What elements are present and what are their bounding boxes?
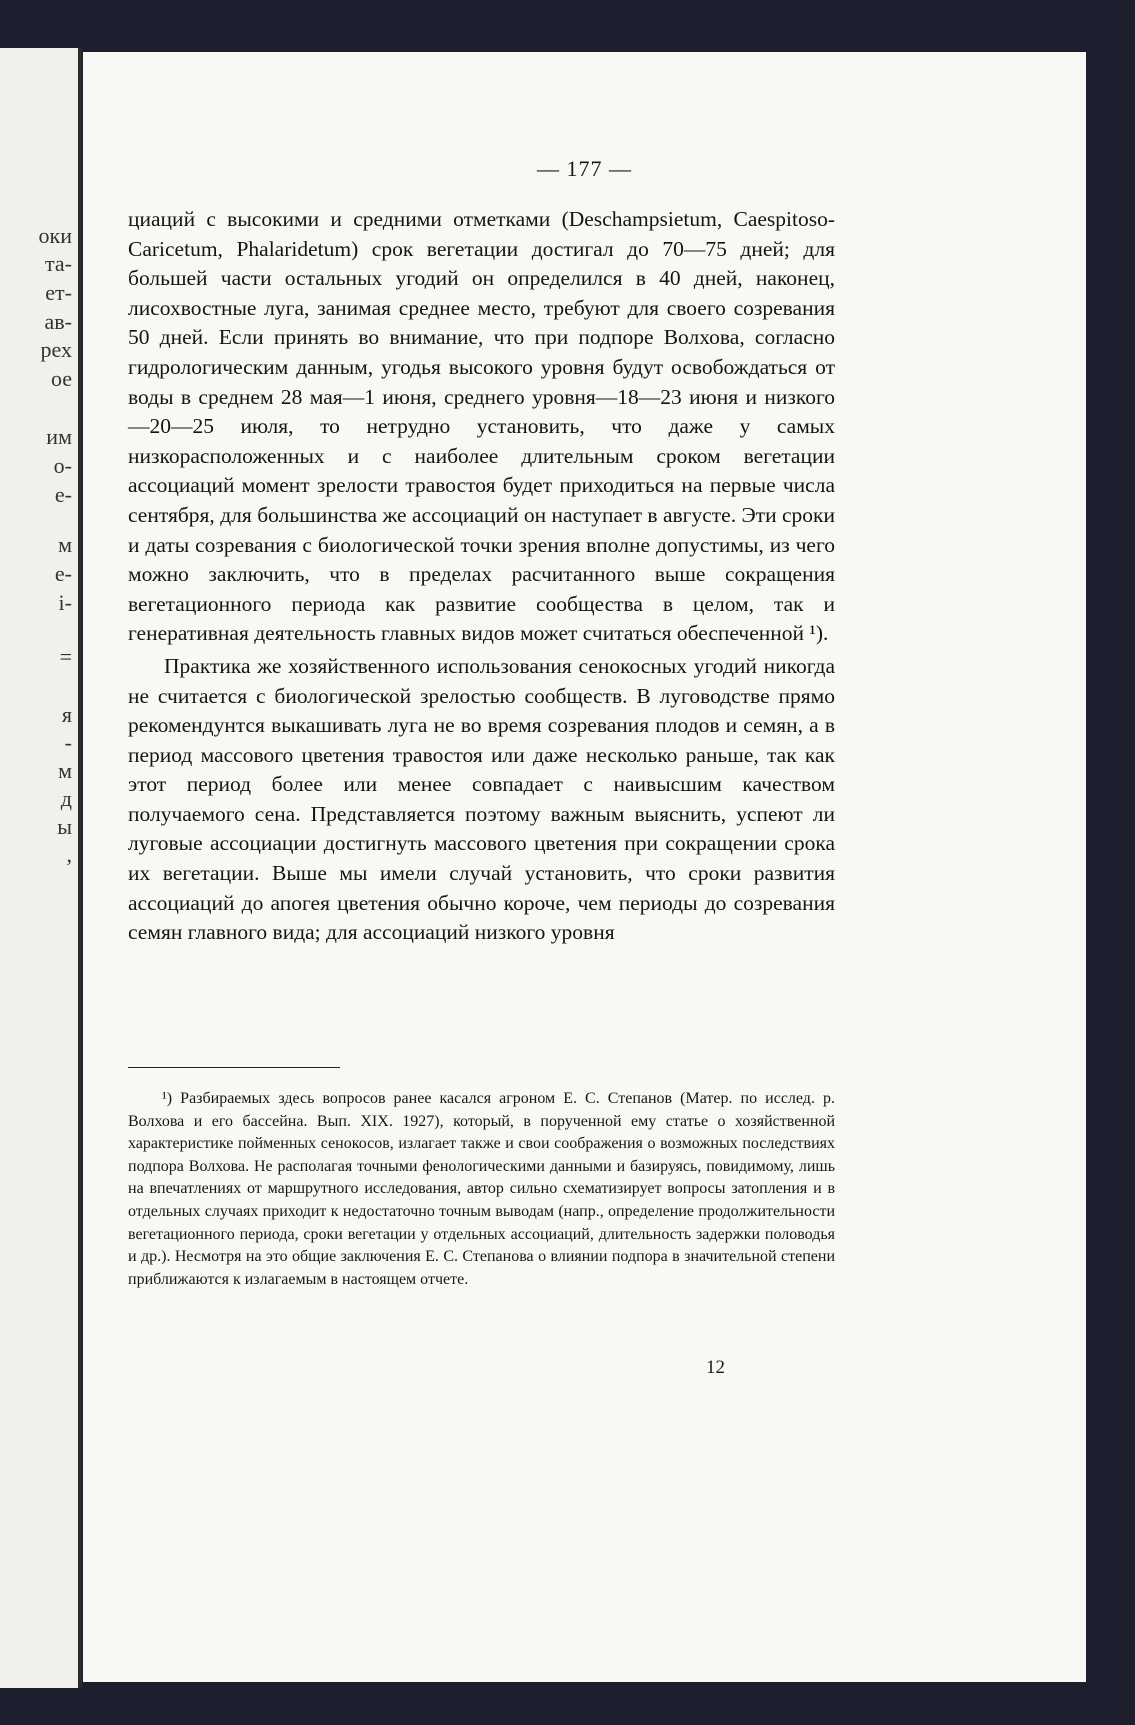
signature-mark: 12	[706, 1357, 725, 1378]
left-page-line: м	[58, 758, 72, 783]
left-page-line: о-	[53, 453, 72, 478]
left-page-line: е-	[54, 482, 72, 507]
left-page-line: та-	[45, 251, 72, 276]
left-page-line: м	[58, 532, 72, 557]
left-page-line: е-	[54, 561, 72, 586]
page-number: — 177 —	[537, 156, 632, 181]
book-page	[83, 52, 1086, 1682]
left-page-line: ет-	[45, 280, 72, 305]
left-page-line: рех	[40, 337, 72, 362]
left-page-line: -	[64, 730, 72, 755]
left-page-line: ы	[57, 814, 72, 839]
left-page-fragment	[0, 48, 82, 1688]
paragraph: циаций с высокими и средними отметками (Deschampsietum, Caespitoso-Caricetum, Phalaridetum) срок вегетации достигал до 70—75 дней; для большей части остальных угодий он определился в 40 дней, наконец, лисохвостные луга, занимая среднее место, требуют для своего созревания 50 дней. Если принять во внимание, что при подпоре Волхова, согласно гидрологическим данным, угодья высокого уровня будут освобождаться от воды в среднем 28 мая—1 июня, среднего уровня—18—23 июня и низкого—20—25 июля, то нетрудно установить, что даже у самых низкорасположенных и с наиболее длительным сроком вегетации ассоциаций момент зрелости травостоя будет приходиться на первые числа сентября, для большинства же ассоциаций он наступает в августе. Эти сроки и даты созревания с биологической точки зрения вполне допустимы, из чего можно заключить, что в пределах расчитанного выше сокращения вегетационного периода как развитие сообщества в целом, так и генеративная деятельность главных видов может считаться обеспеченной ¹).	[128, 207, 835, 646]
left-page-line: ав-	[44, 309, 72, 334]
left-page-line: i-	[58, 590, 72, 615]
left-page-line: им	[46, 424, 72, 449]
left-page-line: ,	[66, 842, 72, 867]
page-gutter	[78, 48, 82, 1688]
left-page-line: =	[59, 644, 72, 669]
left-page-line: я	[61, 702, 72, 727]
left-page-line: оки	[38, 223, 72, 248]
left-page-line: д	[60, 786, 72, 811]
footnote: ¹) Разбираемых здесь вопросов ранее касался агроном Е. С. Степанов (Матер. по исслед. р. Волхова и его бассейна. Вып. XIX. 1927), который, в порученной ему статье о хозяйственной характеристике пойменных сенокосов, излагает также и свои соображения о возможных последствиях подпора Волхова. Не располагая точными фенологическими данными и базируясь, повидимому, лишь на впечатлениях от маршрутного исследования, автор сильно схематизирует вопросы затопления и в отдельных случаях приходит к недостаточно точным выводам (напр., определение продолжительности вегетационного периода, сроки вегетации у отдельных ассоциаций, длительность задержки половодья и др.). Несмотря на это общие заключения Е. С. Степанова о влиянии подпора в значительной степени приближаются к излагаемым в настоящем отчете.	[128, 1090, 835, 1288]
paragraph: Практика же хозяйственного использования сенокосных угодий никогда не считается с биологической зрелостью сообществ. В луговодстве прямо рекомендунтся выкашивать луга не во время созревания плодов и семян, а в период массового цветения травостоя или даже несколько раньше, так как этот период более или менее совпадает с наивысшим качеством получаемого сена. Представляется поэтому важным выяснить, успеют ли луговые ассоциации достигнуть массового цветения при сокращении срока их вегетации. Выше мы имели случай установить, что сроки развития ассоциаций до апогея цветения обычно короче, чем периоды до созревания семян главного вида; для ассоциаций низкого уровня	[128, 653, 835, 945]
body-text	[128, 205, 835, 948]
footnote-divider	[128, 1067, 340, 1068]
left-page-line: ое	[50, 366, 72, 391]
